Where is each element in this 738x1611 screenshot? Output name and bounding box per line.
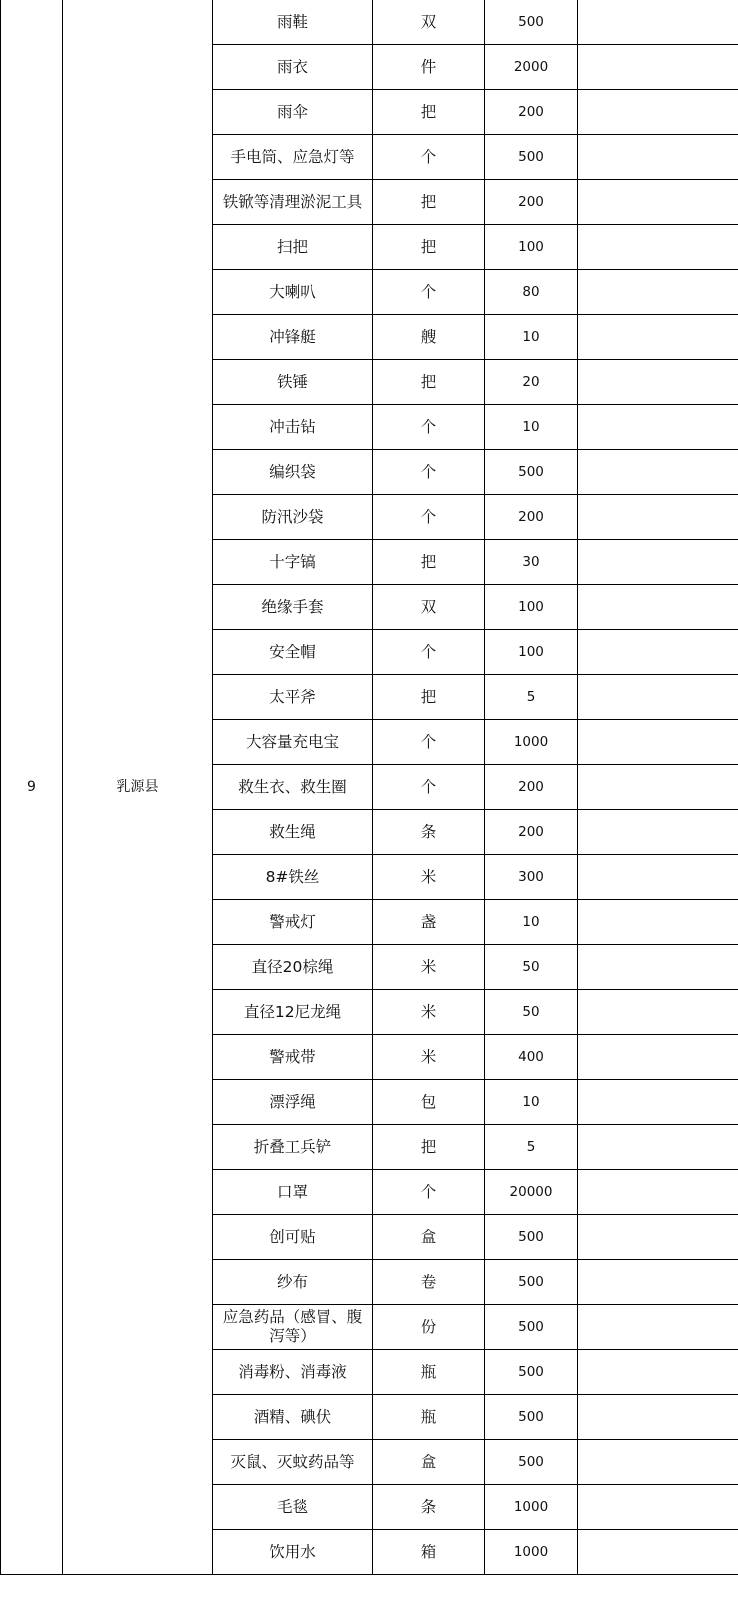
- unit-cell: 艘: [373, 315, 485, 360]
- note-cell: [578, 315, 738, 360]
- item-name-cell: 救生衣、救生圈: [213, 765, 373, 810]
- unit-cell: 盏: [373, 900, 485, 945]
- note-cell: [578, 720, 738, 765]
- unit-cell: 个: [373, 1170, 485, 1215]
- item-name-cell: 直径20棕绳: [213, 945, 373, 990]
- quantity-cell: 1000: [485, 720, 578, 765]
- unit-cell: 米: [373, 945, 485, 990]
- item-name-cell: 十字镐: [213, 540, 373, 585]
- quantity-cell: 100: [485, 630, 578, 675]
- item-name-cell: 毛毯: [213, 1485, 373, 1530]
- item-name-cell: 纱布: [213, 1260, 373, 1305]
- note-cell: [578, 45, 738, 90]
- item-name-cell: 灭鼠、灭蚊药品等: [213, 1440, 373, 1485]
- unit-cell: 米: [373, 855, 485, 900]
- item-name-cell: 8#铁丝: [213, 855, 373, 900]
- note-cell: [578, 1440, 738, 1485]
- quantity-cell: 200: [485, 180, 578, 225]
- unit-cell: 个: [373, 135, 485, 180]
- item-name-cell: 安全帽: [213, 630, 373, 675]
- item-name-cell: 绝缘手套: [213, 585, 373, 630]
- quantity-cell: 500: [485, 1440, 578, 1485]
- note-cell: [578, 990, 738, 1035]
- unit-cell: 包: [373, 1080, 485, 1125]
- item-name-cell: 冲击钻: [213, 405, 373, 450]
- unit-cell: 瓶: [373, 1350, 485, 1395]
- note-cell: [578, 135, 738, 180]
- note-cell: [578, 1305, 738, 1350]
- unit-cell: 瓶: [373, 1395, 485, 1440]
- quantity-cell: 400: [485, 1035, 578, 1080]
- group-index-cell: 9: [1, 0, 63, 1575]
- unit-cell: 个: [373, 765, 485, 810]
- quantity-cell: 5: [485, 1125, 578, 1170]
- quantity-cell: 500: [485, 135, 578, 180]
- quantity-cell: 200: [485, 765, 578, 810]
- unit-cell: 把: [373, 225, 485, 270]
- note-cell: [578, 180, 738, 225]
- unit-cell: 双: [373, 585, 485, 630]
- quantity-cell: 500: [485, 0, 578, 45]
- item-name-cell: 铁锤: [213, 360, 373, 405]
- note-cell: [578, 1350, 738, 1395]
- note-cell: [578, 1215, 738, 1260]
- quantity-cell: 20000: [485, 1170, 578, 1215]
- unit-cell: 个: [373, 495, 485, 540]
- unit-cell: 双: [373, 0, 485, 45]
- note-cell: [578, 495, 738, 540]
- item-name-cell: 防汛沙袋: [213, 495, 373, 540]
- quantity-cell: 100: [485, 585, 578, 630]
- quantity-cell: 1000: [485, 1485, 578, 1530]
- unit-cell: 把: [373, 1125, 485, 1170]
- note-cell: [578, 1125, 738, 1170]
- quantity-cell: 1000: [485, 1530, 578, 1575]
- unit-cell: 把: [373, 360, 485, 405]
- note-cell: [578, 675, 738, 720]
- item-name-cell: 雨伞: [213, 90, 373, 135]
- unit-cell: 份: [373, 1305, 485, 1350]
- quantity-cell: 50: [485, 945, 578, 990]
- quantity-cell: 100: [485, 225, 578, 270]
- item-name-cell: 酒精、碘伏: [213, 1395, 373, 1440]
- county-cell: 乳源县: [63, 0, 213, 1575]
- unit-cell: 把: [373, 540, 485, 585]
- quantity-cell: 5: [485, 675, 578, 720]
- note-cell: [578, 630, 738, 675]
- unit-cell: 个: [373, 630, 485, 675]
- unit-cell: 个: [373, 720, 485, 765]
- item-name-cell: 直径12尼龙绳: [213, 990, 373, 1035]
- note-cell: [578, 945, 738, 990]
- item-name-cell: 漂浮绳: [213, 1080, 373, 1125]
- note-cell: [578, 900, 738, 945]
- quantity-cell: 300: [485, 855, 578, 900]
- note-cell: [578, 1080, 738, 1125]
- note-cell: [578, 450, 738, 495]
- item-name-cell: 编织袋: [213, 450, 373, 495]
- unit-cell: 个: [373, 450, 485, 495]
- item-name-cell: 消毒粉、消毒液: [213, 1350, 373, 1395]
- item-name-cell: 大喇叭: [213, 270, 373, 315]
- quantity-cell: 200: [485, 495, 578, 540]
- quantity-cell: 500: [485, 450, 578, 495]
- item-name-cell: 手电筒、应急灯等: [213, 135, 373, 180]
- unit-cell: 箱: [373, 1530, 485, 1575]
- note-cell: [578, 225, 738, 270]
- item-name-cell: 饮用水: [213, 1530, 373, 1575]
- note-cell: [578, 585, 738, 630]
- unit-cell: 把: [373, 675, 485, 720]
- item-name-cell: 冲锋艇: [213, 315, 373, 360]
- item-name-cell: 口罩: [213, 1170, 373, 1215]
- note-cell: [578, 1395, 738, 1440]
- quantity-cell: 20: [485, 360, 578, 405]
- quantity-cell: 80: [485, 270, 578, 315]
- note-cell: [578, 1530, 738, 1575]
- item-name-cell: 雨鞋: [213, 0, 373, 45]
- quantity-cell: 500: [485, 1350, 578, 1395]
- quantity-cell: 500: [485, 1215, 578, 1260]
- quantity-cell: 10: [485, 1080, 578, 1125]
- note-cell: [578, 1170, 738, 1215]
- quantity-cell: 10: [485, 900, 578, 945]
- quantity-cell: 200: [485, 90, 578, 135]
- item-name-cell: 大容量充电宝: [213, 720, 373, 765]
- supply-table-body: [1, 0, 738, 1575]
- unit-cell: 米: [373, 1035, 485, 1080]
- item-name-cell: 折叠工兵铲: [213, 1125, 373, 1170]
- note-cell: [578, 855, 738, 900]
- unit-cell: 盒: [373, 1440, 485, 1485]
- item-name-cell: 铁锨等清理淤泥工具: [213, 180, 373, 225]
- item-name-cell: 创可贴: [213, 1215, 373, 1260]
- unit-cell: 把: [373, 180, 485, 225]
- item-name-cell: 救生绳: [213, 810, 373, 855]
- quantity-cell: 10: [485, 315, 578, 360]
- note-cell: [578, 810, 738, 855]
- note-cell: [578, 0, 738, 45]
- item-name-cell: 太平斧: [213, 675, 373, 720]
- quantity-cell: 500: [485, 1305, 578, 1350]
- quantity-cell: 200: [485, 810, 578, 855]
- quantity-cell: 30: [485, 540, 578, 585]
- quantity-cell: 50: [485, 990, 578, 1035]
- note-cell: [578, 360, 738, 405]
- note-cell: [578, 765, 738, 810]
- table-row: [1, 0, 738, 45]
- item-name-cell: 扫把: [213, 225, 373, 270]
- unit-cell: 个: [373, 405, 485, 450]
- note-cell: [578, 1485, 738, 1530]
- item-name-cell: 雨衣: [213, 45, 373, 90]
- quantity-cell: 500: [485, 1260, 578, 1305]
- unit-cell: 盒: [373, 1215, 485, 1260]
- unit-cell: 把: [373, 90, 485, 135]
- note-cell: [578, 1035, 738, 1080]
- item-name-cell: 应急药品（感冒、腹泻等）: [213, 1305, 373, 1350]
- item-name-cell: 警戒灯: [213, 900, 373, 945]
- note-cell: [578, 1260, 738, 1305]
- note-cell: [578, 540, 738, 585]
- unit-cell: 个: [373, 270, 485, 315]
- note-cell: [578, 270, 738, 315]
- note-cell: [578, 90, 738, 135]
- quantity-cell: 2000: [485, 45, 578, 90]
- unit-cell: 米: [373, 990, 485, 1035]
- unit-cell: 条: [373, 810, 485, 855]
- item-name-cell: 警戒带: [213, 1035, 373, 1080]
- quantity-cell: 500: [485, 1395, 578, 1440]
- quantity-cell: 10: [485, 405, 578, 450]
- note-cell: [578, 405, 738, 450]
- unit-cell: 条: [373, 1485, 485, 1530]
- unit-cell: 件: [373, 45, 485, 90]
- unit-cell: 卷: [373, 1260, 485, 1305]
